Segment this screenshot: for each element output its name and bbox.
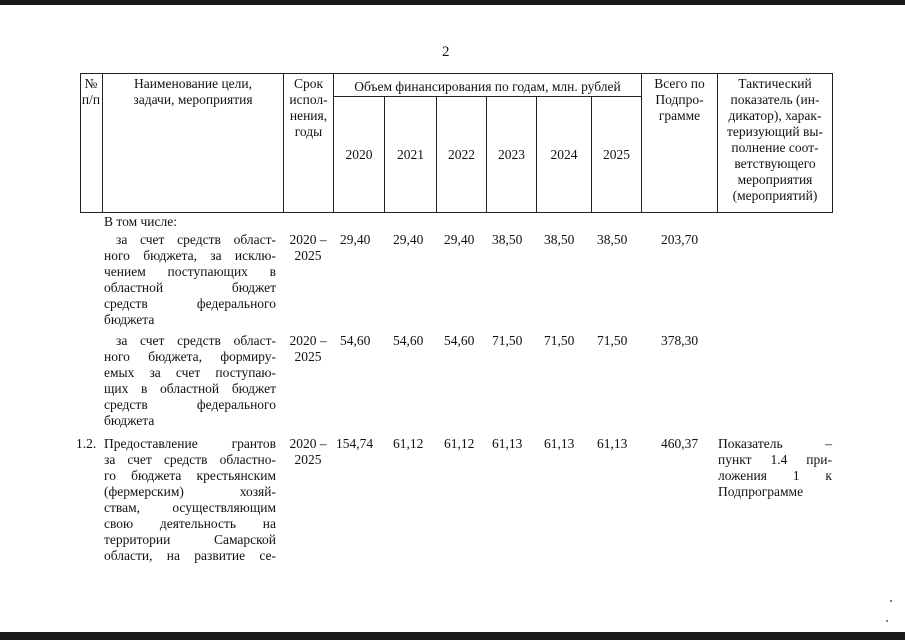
- header-indicator: Тактический показатель (ин- дикатор), харак- теризующий вы- полнение соот- ветствующего мероприятия (мероприятий): [727, 76, 823, 203]
- row-value: 54,60: [444, 333, 475, 348]
- row-value: 54,60: [393, 333, 424, 348]
- row-value: 29,40: [444, 232, 475, 247]
- row-total: 378,30: [661, 333, 699, 348]
- row-value: 154,74: [336, 436, 374, 451]
- row-term: 2020 – 2025: [289, 333, 327, 364]
- header-year: 2021: [397, 147, 424, 162]
- page-number: 2: [442, 44, 450, 60]
- row-name: за счет средств област- ного бюджета, формиру- емых за счет поступаю- щих в областной бюджет средств федерального бюджета: [104, 333, 276, 428]
- header-year: 2025: [603, 147, 630, 162]
- row-value: 71,50: [544, 333, 575, 348]
- row-value: 61,12: [393, 436, 424, 451]
- header-year: 2024: [550, 147, 578, 162]
- scan-top-edge: [0, 0, 905, 5]
- header-year: 2023: [498, 147, 525, 162]
- row-value: 38,50: [544, 232, 575, 247]
- row-value: 61,13: [597, 436, 628, 451]
- row-indicator: Показатель – пункт 1.4 при- ложения 1 к Подпрограмме: [718, 436, 832, 499]
- scan-speck: [890, 600, 892, 602]
- scan-speck: [886, 620, 888, 622]
- header-number: № п/п: [81, 76, 101, 107]
- row-value: 29,40: [340, 232, 371, 247]
- col-border: [102, 73, 103, 213]
- row-number: 1.2.: [76, 436, 97, 451]
- row-name: за счет средств област- ного бюджета, за исклю- чением поступающих в областной бюджет средств федерального бюджета: [104, 232, 276, 327]
- row-value: 71,50: [492, 333, 523, 348]
- col-border: [832, 73, 833, 213]
- row-term: 2020 – 2025: [289, 232, 327, 263]
- row-value: 61,12: [444, 436, 475, 451]
- scan-bottom-edge: [0, 632, 905, 640]
- header-funding: Объем финансирования по годам, млн. рублей: [354, 79, 621, 94]
- row-term: 2020 – 2025: [289, 436, 327, 467]
- header-top-rule: [80, 73, 832, 74]
- header-total: Всего по Подпро- грамме: [654, 76, 705, 123]
- row-value: 38,50: [492, 232, 523, 247]
- row-value: 29,40: [393, 232, 424, 247]
- row-name: В том числе:: [104, 214, 177, 229]
- header-year: 2022: [448, 147, 475, 162]
- row-name: Предоставление грантов за счет средств областно- го бюджета крестьянским (фермерским) хозяй- ствам, осуществляющим свою деятельность на территории Самарской области, на развитие се-: [104, 436, 276, 563]
- header-year: 2020: [345, 147, 373, 162]
- header-name: Наименование цели, задачи, мероприятия: [133, 76, 253, 107]
- row-total: 460,37: [661, 436, 699, 451]
- years-divider-rule: [333, 96, 641, 97]
- row-value: 38,50: [597, 232, 628, 247]
- row-value: 54,60: [340, 333, 371, 348]
- row-value: 71,50: [597, 333, 628, 348]
- row-total: 203,70: [661, 232, 699, 247]
- row-value: 61,13: [544, 436, 575, 451]
- row-value: 61,13: [492, 436, 523, 451]
- header-bottom-rule: [80, 212, 832, 213]
- header-term: Срок испол- нения, годы: [289, 76, 328, 139]
